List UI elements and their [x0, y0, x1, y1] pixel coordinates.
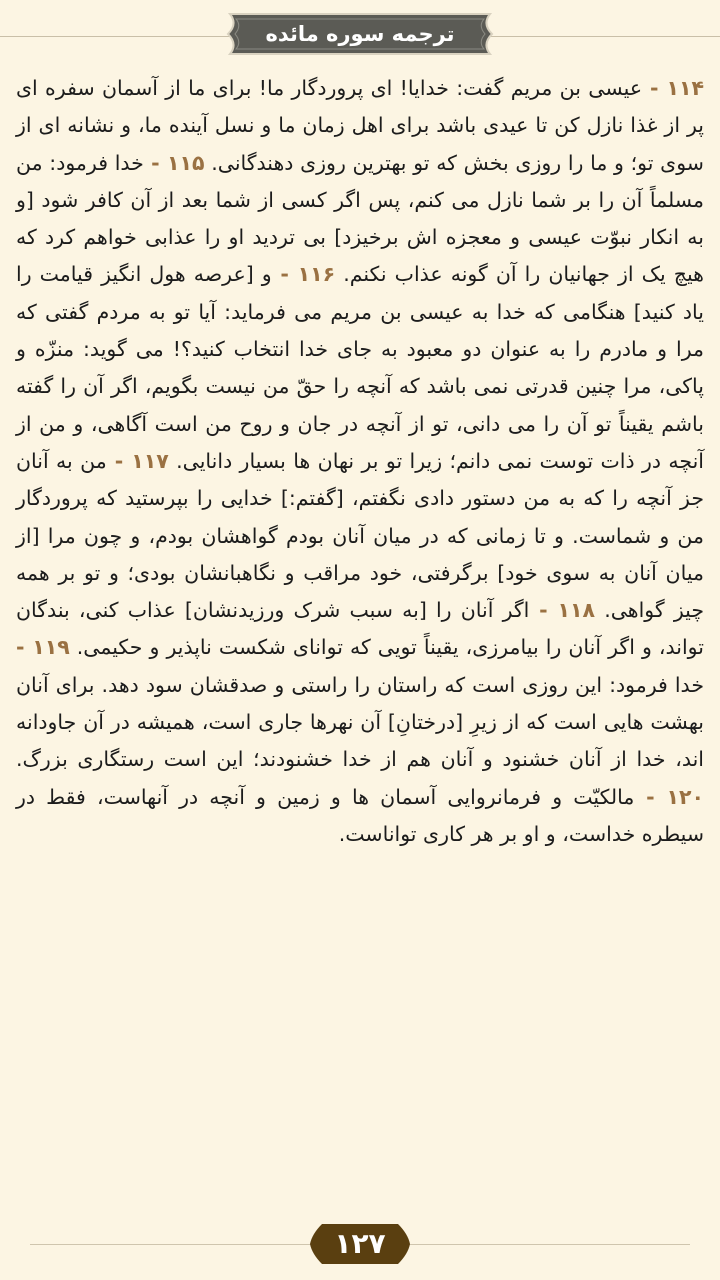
verse-number: ۱۱۷ - — [106, 448, 169, 473]
surah-title: ترجمه سوره مائده — [265, 22, 455, 46]
verse-text: عیسی بن مریم گفت: خدایا! ای پروردگار ما! برای ما از آسمان سفره ای پر از غذا نازل کن تا عیدی باشد برای اهل زمان ما و نسل آینده ما، و نشانه ای از سوی تو؛ و ما را روزی بخش که تو بهترین روزی دهندگانی. — [16, 76, 704, 175]
translation-text — [16, 70, 704, 1210]
verse-text: خدا فرمود: این روزی است که راستان را راستی و صدقشان سود دهد. برای آنان بهشت هایی است که از زیرِ [درختانِ] آن نهرها جاری است، همیشه در آن جاودانه اند، خدا از آنان خشنود و آنان هم از خدا خشنودند؛ این است رستگاری بزرگ. — [16, 672, 704, 772]
verse-number: ۱۱۸ - — [529, 598, 596, 623]
verse-text: اگر آنان را [به سبب شرک ورزیدنشان] عذاب کنی، بندگان تواند، و اگر آنان را بیامرزی، یقیناً تویی که توانای شکست ناپذیر و حکیمی. — [16, 598, 704, 660]
page-number-badge — [308, 1220, 412, 1268]
verse-text: من به آنان جز آنچه را که به من دستور دادی نگفتم، [گفتم:] خدایی را بپرستید که پروردگار من و شماست. و تا زمانی که در میان آنان بودم گواهشان بودم، و چون مرا [از میان آنان به سوی خود] برگرفتی، خود مراقب و نگاهبانشان بودی؛ و تو بر همه چیز گواهی. — [16, 448, 704, 623]
verse-text: خدا فرمود: من مسلماً آن را بر شما نازل می کنم، پس اگر کسی از شما بعد از آن کافر شود [و به انکار نبوّت عیسی و معجزه اش برخیزد] بی تردید او را عذابی خواهم کرد که هیچ یک از جهانیان را آن گونه عذاب نکنم. — [16, 150, 704, 287]
surah-title-banner — [220, 8, 500, 60]
verse-text: مالکیّت و فرمانروایی آسمان ها و زمین و آنچه در آنهاست، فقط در سیطره خداست، و او بر هر کاری تواناست. — [16, 784, 704, 846]
verse-number: ۱۱۹ - — [16, 635, 70, 660]
verse-number: ۱۲۰ - — [634, 784, 704, 809]
page-number: ۱۲۷ — [334, 1227, 386, 1260]
verse-number: ۱۱۴ - — [642, 76, 704, 100]
verse-text: و [عرصه هول انگیز قیامت را یاد کنید] هنگامی که خدا به عیسی بن مریم می فرماید: آیا تو به مردم گفتی که مرا و مادرم را به عنوان دو معبود به جای خدا انتخاب کنید؟! می گوید: منزّه و پاکی، مرا چنین قدرتی نمی باشد که آنچه را حقّ من نیست بگویم، اگر آن را گفته باشم یقیناً تو آن را می دانی، تو از آنچه در جان و روح من است آگاهی، و من از آنچه در ذات توست نمی دانم؛ زیرا تو بر نهان ها بسیار دانایی. — [16, 262, 704, 473]
verse-number: ۱۱۵ - — [143, 150, 205, 175]
verse-number: ۱۱۶ - — [271, 262, 336, 287]
